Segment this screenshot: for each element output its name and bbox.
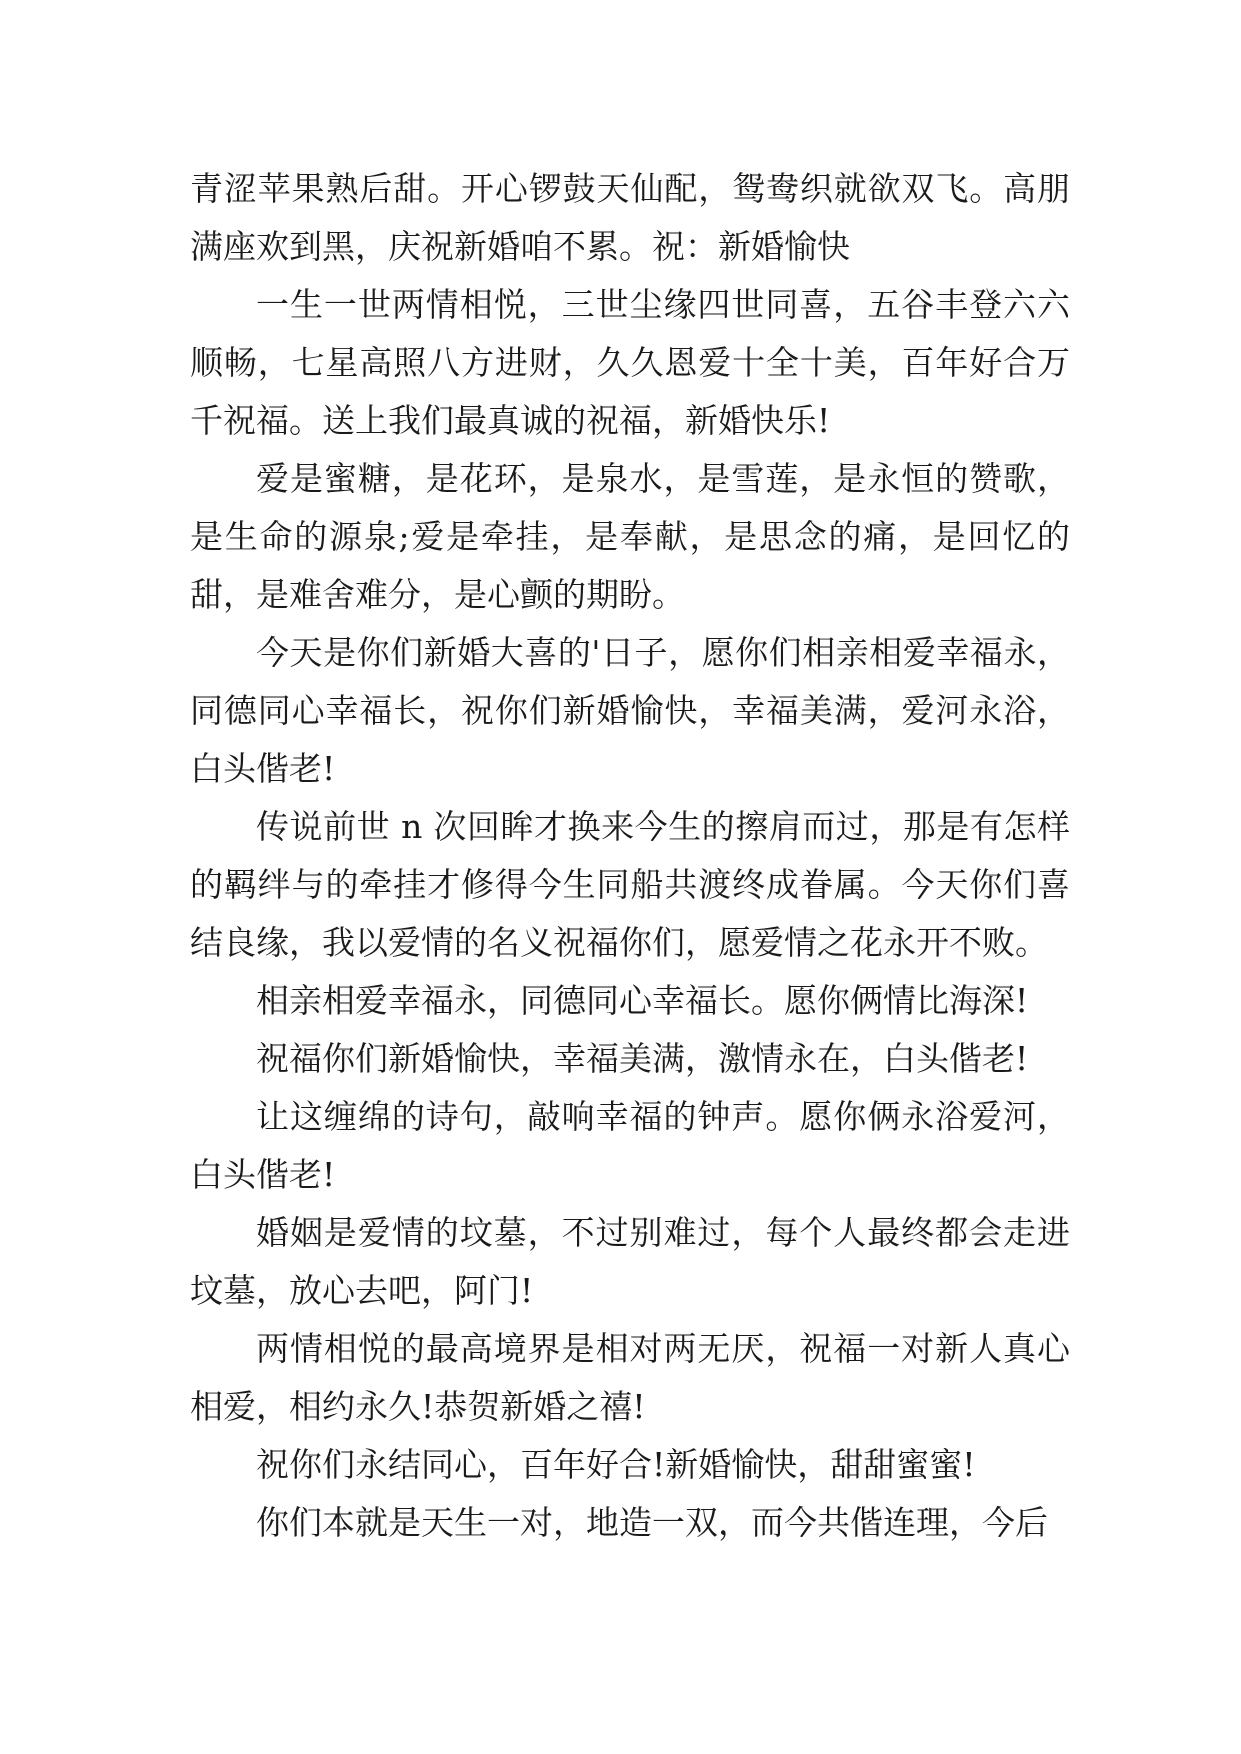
paragraph: 你们本就是天生一对，地造一双，而今共偕连理，今后	[256, 1503, 1048, 1542]
paragraph: 今天是你们新婚大喜的'日子，愿你们相亲相爱幸福永，同德同心幸福长，祝你们新婚愉快，幸福美满，爱河永浴，白头偕老!	[190, 633, 1070, 788]
paragraph: 两情相悦的最高境界是相对两无厌，祝福一对新人真心相爱，相约永久!恭贺新婚之禧!	[190, 1329, 1070, 1426]
paragraph: 祝福你们新婚愉快，幸福美满，激情永在，白头偕老!	[256, 1039, 1029, 1078]
paragraph: 爱是蜜糖，是花环，是泉水，是雪莲，是永恒的赞歌，是生命的源泉;爱是牵挂，是奉献，是思念的痛，是回忆的甜，是难舍难分，是心颤的期盼。	[190, 459, 1070, 614]
paragraph: 一生一世两情相悦，三世尘缘四世同喜，五谷丰登六六顺畅，七星高照八方进财，久久恩爱十全十美，百年好合万千祝福。送上我们最真诚的祝福，新婚快乐!	[190, 285, 1070, 440]
paragraph: 传说前世 n 次回眸才换来今生的擦肩而过，那是有怎样的羁绊与的牵挂才修得今生同船共渡终成眷属。今天你们喜结良缘，我以爱情的名义祝福你们，愿爱情之花永开不败。	[190, 807, 1070, 962]
paragraph: 让这缠绵的诗句，敲响幸福的钟声。愿你俩永浴爱河，白头偕老!	[190, 1097, 1070, 1194]
paragraph: 祝你们永结同心，百年好合!新婚愉快，甜甜蜜蜜!	[256, 1445, 976, 1484]
document-body	[190, 160, 1070, 1552]
paragraph: 婚姻是爱情的坟墓，不过别难过，每个人最终都会走进坟墓，放心去吧，阿门!	[190, 1213, 1070, 1310]
paragraph: 相亲相爱幸福永，同德同心幸福长。愿你俩情比海深!	[256, 981, 1029, 1020]
paragraph-continued: 青涩苹果熟后甜。开心锣鼓天仙配，鸳鸯织就欲双飞。高朋满座欢到黑，庆祝新婚咱不累。祝：新婚愉快	[190, 169, 1070, 266]
